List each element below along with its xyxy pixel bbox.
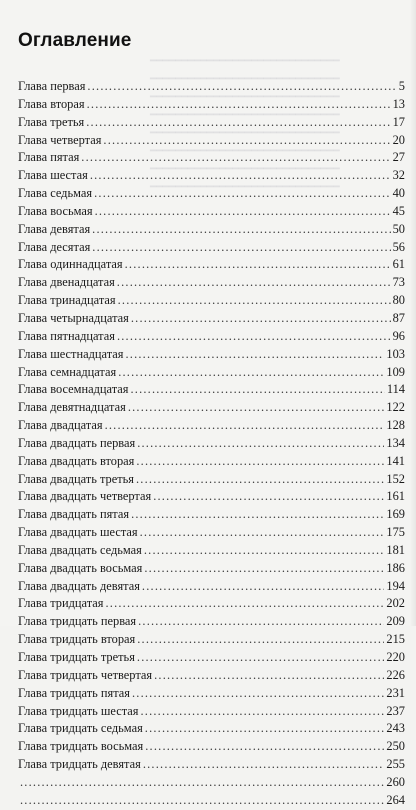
- toc-entry-leader: [131, 506, 384, 524]
- toc-entry-label: Глава двадцать третья: [18, 471, 134, 486]
- toc-entry-page-number: 152: [386, 471, 405, 486]
- toc-entry-page-number: 5: [398, 79, 405, 93]
- toc-entry-page-number: 61: [392, 257, 405, 272]
- toc-entry: [18, 96, 405, 114]
- toc-entry: [18, 256, 405, 274]
- toc-entry: [18, 310, 405, 328]
- toc-entry: [18, 417, 405, 435]
- toc-entry-label: Глава двадцать четвертая: [18, 489, 152, 504]
- toc-entry-label: Глава десятая: [18, 239, 91, 254]
- toc-entry: [18, 453, 405, 471]
- toc-entry-leader: [145, 738, 384, 756]
- toc-entry-page-number: 56: [392, 239, 405, 254]
- toc-entry-label: Глава тридцать вторая: [18, 632, 136, 647]
- toc-entry-label: Глава тридцать седьмая: [18, 721, 143, 736]
- toc-entry-label: Глава третья: [18, 114, 85, 129]
- toc-entry: [18, 524, 405, 542]
- toc-entry-leader: [105, 595, 384, 613]
- toc-entry-page-number: 40: [392, 186, 405, 201]
- toc-entry-label: Глава тридцать первая: [18, 614, 137, 629]
- toc-entry-label: Глава седьмая: [18, 186, 93, 201]
- toc-entry-page-number: 186: [386, 560, 405, 575]
- toc-entry-leader: [117, 274, 391, 292]
- toc-entry-leader: [144, 542, 385, 560]
- toc-entry-page-number: 109: [386, 364, 405, 379]
- toc-entry-leader: [137, 631, 384, 649]
- toc-entry-leader: [20, 774, 384, 792]
- toc-entry-label: Глава одиннадцатая: [18, 257, 123, 272]
- toc-entry: [18, 185, 405, 203]
- toc-entry-label: Глава восемнадцатая: [18, 382, 129, 397]
- toc-entry-leader: [20, 792, 384, 810]
- toc-entry-leader: [103, 132, 390, 150]
- toc-entry-label: Глава шестая: [18, 168, 88, 183]
- bleed-through-text: ━━━━━━━━━━━━━━━━━━━━━━━━━━━━━━ ━━━━━━━━━━━━━━━━━━━━━━━━━━━━━━ ━━━━━━━━━━━━━━━━━━━━━━━━━━━━━━ ━━━━━━━━━━━━━━━━━━━━━━━━━━━━━━ ━━━━━━━━━━━━━━━━━━━━━━━━━━━━━━ ━━━━━━━━━━━━━━━━━━━━━━━━━━━━━━ ━━━━━━━━━━━━━━━━━━━━━━━━━━━━━━ ━━━━━━━━━━━━━━━━━━━━━━━━━━━━━━: [150, 55, 340, 193]
- toc-entry-label: Глава тридцатая: [18, 596, 104, 611]
- toc-entry-page-number: 169: [386, 507, 405, 522]
- toc-entry-leader: [81, 149, 390, 167]
- toc-entry-page-number: 194: [386, 578, 405, 593]
- toc-entry-leader: [95, 203, 391, 221]
- toc-entry-label: Глава двадцать шестая: [18, 525, 138, 540]
- toc-entry: [18, 239, 405, 257]
- toc-entry: [18, 346, 405, 364]
- toc-entry-label: Глава пятнадцатая: [18, 328, 115, 343]
- toc-entry-leader: [118, 292, 391, 310]
- toc-entry: [18, 774, 405, 792]
- toc-entry: [18, 471, 405, 489]
- toc-entry-page-number: 231: [386, 685, 405, 700]
- toc-entry: [18, 506, 405, 524]
- toc-entry-page-number: 128: [386, 418, 405, 433]
- toc-entry: [18, 631, 405, 649]
- toc-entry-leader: [105, 417, 385, 435]
- toc-entry-page-number: 209: [386, 614, 405, 629]
- toc-entry: [18, 667, 405, 685]
- toc-entry-label: Глава тридцать шестая: [18, 703, 139, 718]
- page-title: Оглавление: [18, 30, 132, 51]
- toc-entry-label: Глава пятая: [18, 150, 80, 165]
- toc-entry-leader: [137, 649, 385, 667]
- toc-entry-label: Глава первая: [18, 79, 86, 93]
- toc-entry-label: Глава тринадцатая: [18, 293, 116, 308]
- toc-entry-leader: [153, 488, 384, 506]
- toc-entry: [18, 399, 405, 417]
- toc-entry: [18, 149, 405, 167]
- toc-entry-label: Глава тридцать третья: [18, 650, 135, 664]
- toc-entry-page-number: 27: [392, 150, 405, 165]
- toc-entry-leader: [145, 720, 385, 738]
- toc-entry: [18, 613, 405, 631]
- toc-entry-leader: [128, 399, 385, 417]
- toc-entry-page-number: 17: [392, 114, 405, 129]
- toc-entry-page-number: 264: [386, 792, 405, 807]
- toc-entry-page-number: 220: [386, 650, 405, 664]
- toc-entry: [18, 364, 405, 382]
- toc-entry-page-number: 80: [392, 293, 405, 308]
- toc-entry-leader: [86, 114, 390, 132]
- toc-entry: [18, 488, 405, 506]
- toc-entry: [18, 560, 405, 578]
- toc-entry-leader: [131, 310, 391, 328]
- toc-entry-leader: [117, 328, 391, 346]
- toc-entry-page-number: 134: [386, 435, 405, 450]
- toc-entry-label: Глава двадцать седьмая: [18, 542, 142, 557]
- toc-entry-label: Глава тридцать пятая: [18, 685, 130, 700]
- toc-entry-label: Глава тридцать восьмая: [18, 739, 144, 754]
- toc-entry-label: Глава семнадцатая: [18, 364, 117, 379]
- page-edge-shadow: [410, 0, 416, 626]
- toc-entry: [18, 703, 405, 721]
- toc-entry: [18, 792, 405, 810]
- toc-entry-leader: [94, 185, 391, 203]
- toc-entry-label: Глава девятнадцатая: [18, 400, 126, 415]
- toc-entry: [18, 685, 405, 703]
- toc-entry: [18, 132, 405, 150]
- toc-entry-leader: [137, 435, 384, 453]
- toc-entry-page-number: 260: [386, 774, 405, 789]
- toc-entry-leader: [92, 221, 390, 239]
- toc-entry: [18, 542, 405, 560]
- toc-entry-label: Глава двадцать первая: [18, 435, 136, 450]
- toc-entry-leader: [125, 256, 391, 274]
- toc-entry: [18, 738, 405, 756]
- toc-entry: [18, 78, 405, 96]
- toc-entry: [18, 203, 405, 221]
- toc-entry-page-number: 202: [386, 596, 405, 611]
- toc-entry-label: Глава шестнадцатая: [18, 346, 124, 361]
- toc-entry-label: Глава двадцать восьмая: [18, 560, 143, 575]
- toc-entry-leader: [136, 453, 384, 471]
- toc-entry: [18, 435, 405, 453]
- toc-entry-leader: [140, 703, 384, 721]
- toc-entry: [18, 720, 405, 738]
- toc-entry-page-number: 50: [392, 221, 405, 236]
- toc-entry: [18, 756, 405, 774]
- toc-entry-leader: [90, 167, 391, 185]
- toc-entry-leader: [125, 346, 384, 364]
- toc-entry: [18, 595, 405, 613]
- toc-entry-leader: [138, 613, 384, 631]
- toc-entry-page-number: 175: [386, 525, 405, 540]
- toc-entry-label: Глава девятая: [18, 221, 91, 236]
- toc-entry: [18, 292, 405, 310]
- toc-entry-page-number: 161: [386, 489, 405, 504]
- toc-entry-leader: [154, 667, 384, 685]
- toc-entry-label: Глава двенадцатая: [18, 275, 115, 290]
- toc-entry: [18, 167, 405, 185]
- toc-entry: [18, 328, 405, 346]
- toc-entry-page-number: 122: [386, 400, 405, 415]
- toc-entry-leader: [92, 239, 390, 257]
- toc-entry-label: Глава двадцать пятая: [18, 507, 130, 522]
- toc-entry-label: Глава двадцать вторая: [18, 453, 135, 468]
- toc-entry: [18, 381, 405, 399]
- toc-entry-label: Глава четырнадцатая: [18, 310, 129, 325]
- toc-entry-page-number: 237: [386, 703, 405, 718]
- toc-entry-leader: [144, 560, 384, 578]
- toc-entry-leader: [87, 96, 391, 114]
- toc-entry-page-number: 243: [386, 721, 405, 736]
- toc-entry-page-number: 13: [392, 96, 405, 111]
- toc-entry-page-number: 181: [386, 542, 405, 557]
- toc-entry-page-number: 255: [386, 757, 405, 772]
- toc-entry-leader: [118, 364, 384, 382]
- toc-entry-leader: [143, 756, 385, 774]
- toc-entry-page-number: 114: [386, 382, 405, 397]
- toc-entry-leader: [87, 78, 396, 96]
- toc-entry-label: Глава восьмая: [18, 203, 93, 218]
- toc-entry-page-number: 96: [392, 328, 405, 343]
- toc-entry-page-number: 103: [386, 346, 405, 361]
- toc-entry: [18, 649, 405, 667]
- toc-entry-label: Глава двадцатая: [18, 418, 103, 433]
- toc-entry-page-number: 73: [392, 275, 405, 290]
- toc-entry-page-number: 45: [392, 203, 405, 218]
- toc-entry-leader: [142, 578, 384, 596]
- toc-entry-label: Глава четвертая: [18, 132, 102, 147]
- toc-entry: [18, 578, 405, 596]
- toc-entry-label: Глава вторая: [18, 96, 85, 111]
- toc-entry-page-number: 215: [386, 632, 405, 647]
- toc-entry-page-number: 226: [386, 667, 405, 682]
- toc-entry-page-number: 250: [386, 739, 405, 754]
- toc-entry-page-number: 141: [386, 453, 405, 468]
- toc-entry-label: Глава тридцать четвертая: [18, 667, 153, 682]
- toc-entry-label: Глава двадцать девятая: [18, 578, 140, 593]
- toc-entry-leader: [136, 471, 384, 489]
- toc-entry-page-number: 20: [392, 132, 405, 147]
- table-of-contents: [18, 78, 405, 810]
- toc-entry: [18, 274, 405, 292]
- toc-entry-leader: [130, 381, 384, 399]
- toc-entry-page-number: 32: [392, 168, 405, 183]
- toc-entry-label: Глава тридцать девятая: [18, 757, 141, 772]
- toc-entry: [18, 114, 405, 132]
- toc-entry-leader: [140, 524, 385, 542]
- toc-entry-leader: [132, 685, 384, 703]
- toc-entry: [18, 221, 405, 239]
- toc-entry-page-number: 87: [392, 310, 405, 325]
